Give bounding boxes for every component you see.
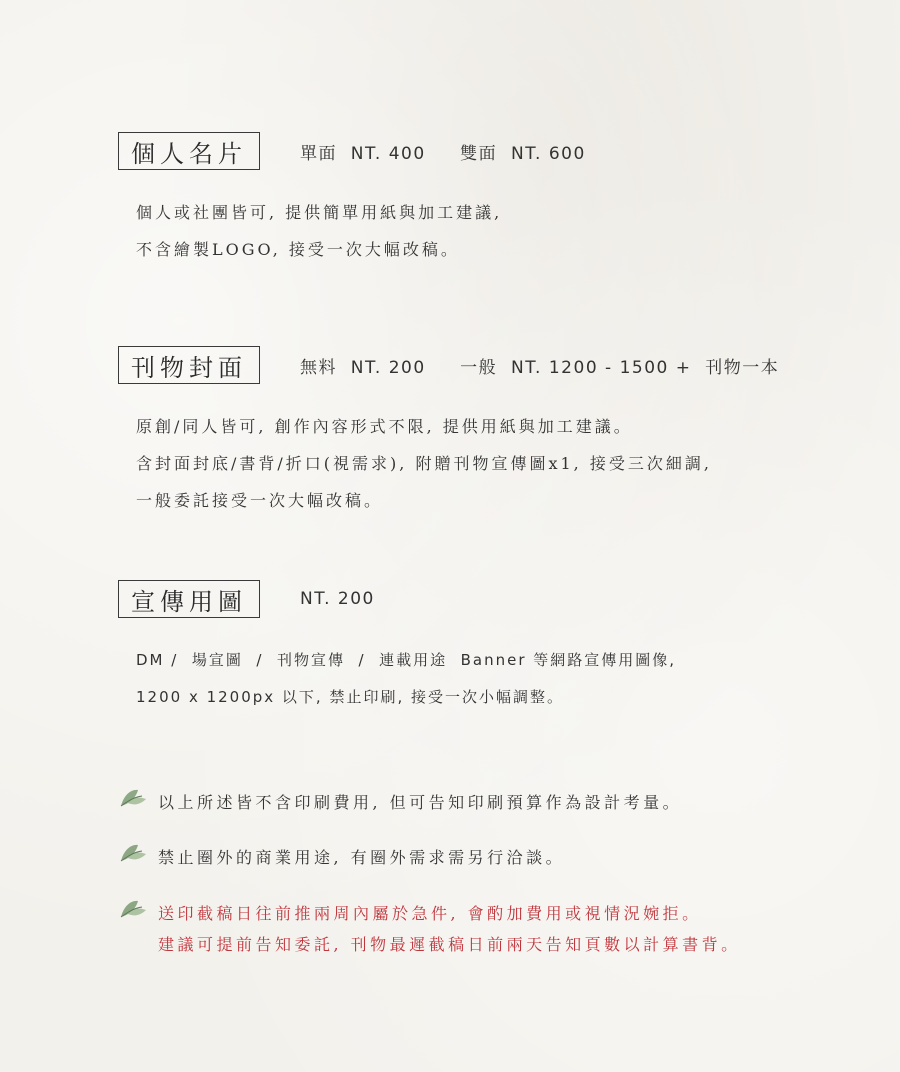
section-header <box>118 580 676 618</box>
description-line: DM / 場宣圖 / 刊物宣傳 / 連載用途 Banner 等網路宣傳用圖像, <box>136 651 677 669</box>
price-text: 無料 NT. 200 一般 NT. 1200 - 1500 + 刊物一本 <box>300 357 780 378</box>
section-business-card <box>118 132 586 268</box>
section-title: 宣傳用圖 <box>118 580 260 618</box>
description-line: 原創/同人皆可, 創作內容形式不限, 提供用紙與加工建議。 <box>136 417 633 436</box>
warning-line: 送印截稿日往前推兩周內屬於急件, 會酌加費用或視情況婉拒。 <box>158 904 702 923</box>
warning-line: 建議可提前告知委託, 刊物最遲截稿日前兩天告知頁數以計算書背。 <box>158 935 741 954</box>
section-description <box>136 194 586 268</box>
description-line: 含封面封底/書背/折口(視需求), 附贈刊物宣傳圖x1, 接受三次細調, <box>136 454 712 473</box>
note-item-warning <box>118 898 741 960</box>
section-header <box>118 132 586 170</box>
description-line: 不含繪製LOGO, 接受一次大幅改稿。 <box>136 240 460 259</box>
note-item <box>118 787 682 818</box>
section-title: 刊物封面 <box>118 346 260 384</box>
leaf-icon <box>118 839 150 869</box>
note-text-warning <box>158 898 741 960</box>
description-line: 一般委託接受一次大幅改稿。 <box>136 491 384 510</box>
section-title: 個人名片 <box>118 132 260 170</box>
section-publication-cover <box>118 346 779 519</box>
section-description <box>136 408 779 519</box>
price-text: NT. 200 <box>300 589 375 609</box>
leaf-icon <box>118 895 150 925</box>
note-text: 禁止圈外的商業用途, 有圈外需求需另行洽談。 <box>158 848 566 867</box>
section-description <box>136 642 676 716</box>
description-line: 個人或社團皆可, 提供簡單用紙與加工建議, <box>136 203 503 222</box>
note-item <box>118 842 565 873</box>
note-text: 以上所述皆不含印刷費用, 但可告知印刷預算作為設計考量。 <box>158 793 683 812</box>
price-text: 單面 NT. 400 雙面 NT. 600 <box>300 143 586 164</box>
section-promo-image <box>118 580 676 716</box>
section-header <box>118 346 779 384</box>
description-line: 1200 x 1200px 以下, 禁止印刷, 接受一次小幅調整。 <box>136 688 565 706</box>
leaf-icon <box>118 784 150 814</box>
